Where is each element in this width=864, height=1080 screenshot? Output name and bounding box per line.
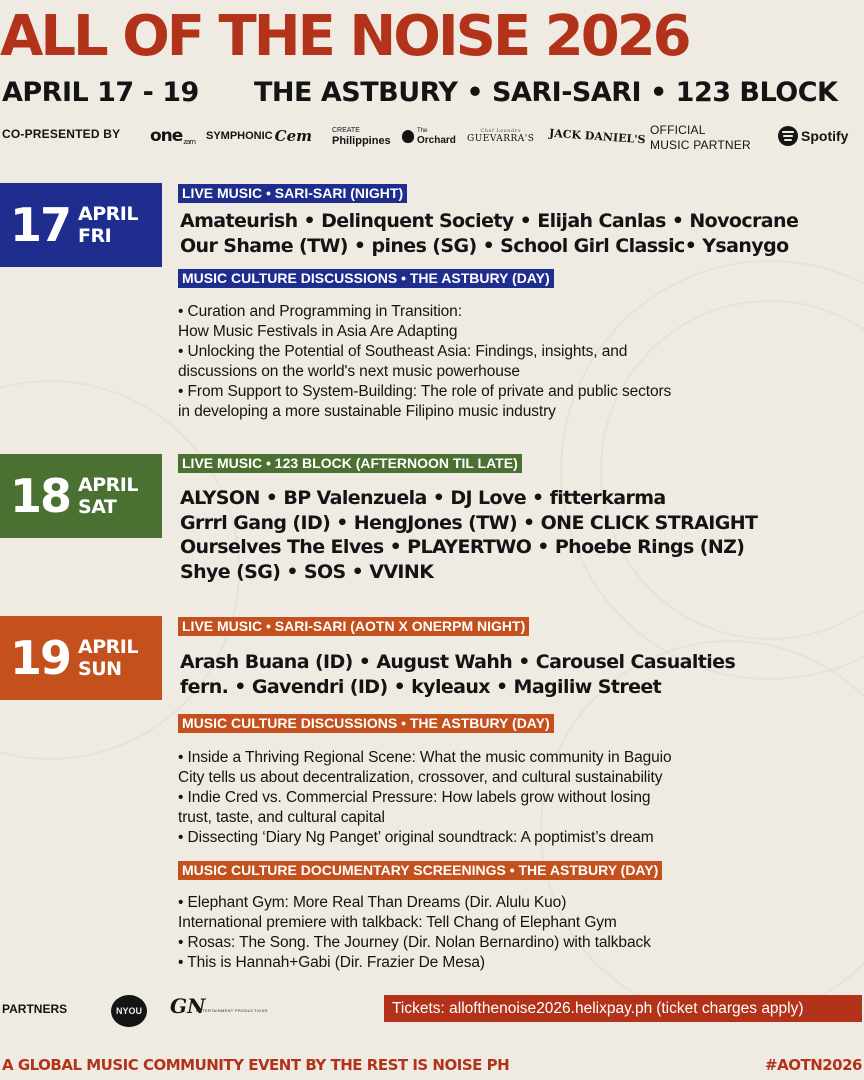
- cem-logo-text: Cem: [274, 127, 312, 145]
- artist-lineup: [180, 486, 757, 584]
- the-orchard-logo: [402, 122, 456, 150]
- one-zam-logo: [150, 122, 195, 150]
- discussion-line: • From Support to System-Building: The role of private and public sectors: [178, 383, 672, 400]
- event-venues: THE ASTBURY • SARI-SARI • 123 BLOCK: [254, 77, 838, 108]
- documentary-line: • This is Hannah+Gabi (Dir. Frazier De Mesa): [178, 954, 485, 971]
- discussion-line: How Music Festivals in Asia Are Adapting: [178, 323, 458, 340]
- section-tag-live-music: LIVE MUSIC • SARI-SARI (AOTN X ONERPM NIGHT): [178, 617, 529, 636]
- event-dates: APRIL 17 - 19: [2, 77, 199, 108]
- symphonic-logo-text: SYMPHONIC: [206, 130, 273, 142]
- discussion-line: • Indie Cred vs. Commercial Pressure: How labels grow without losing: [178, 789, 651, 806]
- guevarra-logo-text: GUEVARRA'S: [467, 134, 535, 144]
- discussion-line: • Curation and Programming in Transition:: [178, 303, 462, 320]
- jack-daniels-logo: JACK DANIEL'S: [548, 126, 646, 146]
- create-philippines-logo: [332, 122, 391, 150]
- documentary-line: International premiere with talkback: Tell Chang of Elephant Gym: [178, 914, 617, 931]
- artist-line: Amateurish • Delinquent Society • Elijah Canlas • Novocrane: [180, 210, 799, 232]
- tickets-banner[interactable]: [384, 995, 862, 1022]
- guevarra-top-text: Chef Leandro: [480, 128, 521, 134]
- footer-tagline: A GLOBAL MUSIC COMMUNITY EVENT BY THE REST IS NOISE PH: [2, 1056, 510, 1074]
- date-month: APRIL: [78, 636, 138, 658]
- discussion-line: discussions on the world's next music powerhouse: [178, 363, 520, 380]
- spotify-logo: [778, 122, 848, 150]
- nyou-logo: NYOU: [111, 995, 147, 1027]
- date-weekday: FRI: [78, 225, 112, 247]
- gn-logo-subtitle: ENTERTAINMENT PRODUCTIONS: [196, 1008, 268, 1013]
- artist-line: Our Shame (TW) • pines (SG) • School Girl Classic• Ysanygo: [180, 234, 789, 257]
- official-label-line-1: OFFICIAL: [650, 123, 706, 137]
- spotify-icon: [778, 126, 798, 146]
- orchard-the-text: The: [417, 128, 428, 134]
- artist-line: fern. • Gavendri (ID) • kyleaux • Magiliw Street: [180, 675, 662, 698]
- gn-logo: GN: [170, 994, 206, 1018]
- artist-line: ALYSON • BP Valenzuela • DJ Love • fitterkarma: [180, 487, 666, 509]
- official-music-partner-label: [650, 123, 751, 153]
- artist-line: Arash Buana (ID) • August Wahh • Carousel Casualties: [180, 651, 736, 673]
- guevarras-logo: [467, 122, 534, 150]
- one-logo-text: one: [150, 126, 183, 146]
- artist-lineup: [180, 209, 798, 258]
- discussion-list: [178, 302, 671, 422]
- date-number: 17: [10, 198, 71, 252]
- footer-hashtag: #AOTN2026: [765, 1056, 862, 1074]
- symphonic-logo: [206, 122, 312, 150]
- philippines-logo-text: Philippines: [332, 135, 391, 147]
- discussion-line: • Inside a Thriving Regional Scene: What the music community in Baguio: [178, 749, 672, 766]
- discussion-line: • Unlocking the Potential of Southeast Asia: Findings, insights, and: [178, 343, 628, 360]
- date-number: 18: [10, 469, 71, 523]
- artist-line: Shye (SG) • SOS • VVINK: [180, 560, 434, 583]
- section-tag-discussions: MUSIC CULTURE DISCUSSIONS • THE ASTBURY (DAY): [178, 714, 554, 733]
- documentary-line: • Elephant Gym: More Real Than Dreams (Dir. Alulu Kuo): [178, 894, 567, 911]
- section-tag-documentaries: MUSIC CULTURE DOCUMENTARY SCREENINGS • THE ASTBURY (DAY): [178, 861, 662, 880]
- partners-label: PARTNERS: [2, 1002, 68, 1016]
- date-badge-18: [0, 454, 162, 538]
- discussion-line: in developing a more sustainable Filipino music industry: [178, 403, 556, 420]
- artist-lineup: [180, 650, 735, 699]
- section-tag-live-music: LIVE MUSIC • SARI-SARI (NIGHT): [178, 184, 407, 203]
- section-tag-discussions: MUSIC CULTURE DISCUSSIONS • THE ASTBURY (DAY): [178, 269, 554, 288]
- copresented-label: CO-PRESENTED BY: [2, 127, 121, 141]
- documentary-list: [178, 893, 651, 973]
- date-number: 19: [10, 631, 71, 685]
- event-title: ALL OF THE NOISE 2026: [0, 4, 689, 69]
- date-badge-17: [0, 183, 162, 267]
- date-month: APRIL: [78, 203, 138, 225]
- date-badge-19: [0, 616, 162, 700]
- spotify-logo-text: Spotify: [801, 128, 849, 144]
- discussion-list: [178, 748, 672, 848]
- orchard-logo-text: Orchard: [417, 135, 456, 146]
- tickets-link[interactable]: Tickets: allofthenoise2026.helixpay.ph: [392, 999, 653, 1017]
- official-label-line-2: MUSIC PARTNER: [650, 138, 751, 152]
- zam-logo-text: zam: [183, 138, 196, 146]
- date-month: APRIL: [78, 474, 138, 496]
- ticket-charges-note: (ticket charges apply): [656, 999, 804, 1017]
- date-weekday: SUN: [78, 658, 122, 680]
- artist-line: Grrrl Gang (ID) • HengJones (TW) • ONE CLICK STRAIGHT: [180, 511, 758, 534]
- create-logo-text: CREATE: [332, 127, 360, 134]
- discussion-line: City tells us about decentralization, crossover, and cultural sustainability: [178, 769, 663, 786]
- apple-icon: [402, 130, 414, 143]
- documentary-line: • Rosas: The Song. The Journey (Dir. Nolan Bernardino) with talkback: [178, 934, 651, 951]
- discussion-line: trust, taste, and cultural capital: [178, 809, 385, 826]
- date-weekday: SAT: [78, 496, 117, 518]
- section-tag-live-music: LIVE MUSIC • 123 BLOCK (AFTERNOON TIL LATE): [178, 454, 522, 473]
- discussion-line: • Dissecting ‘Diary Ng Panget’ original soundtrack: A poptimist’s dream: [178, 829, 654, 846]
- artist-line: Ourselves The Elves • PLAYERTWO • Phoebe Rings (NZ): [180, 536, 745, 558]
